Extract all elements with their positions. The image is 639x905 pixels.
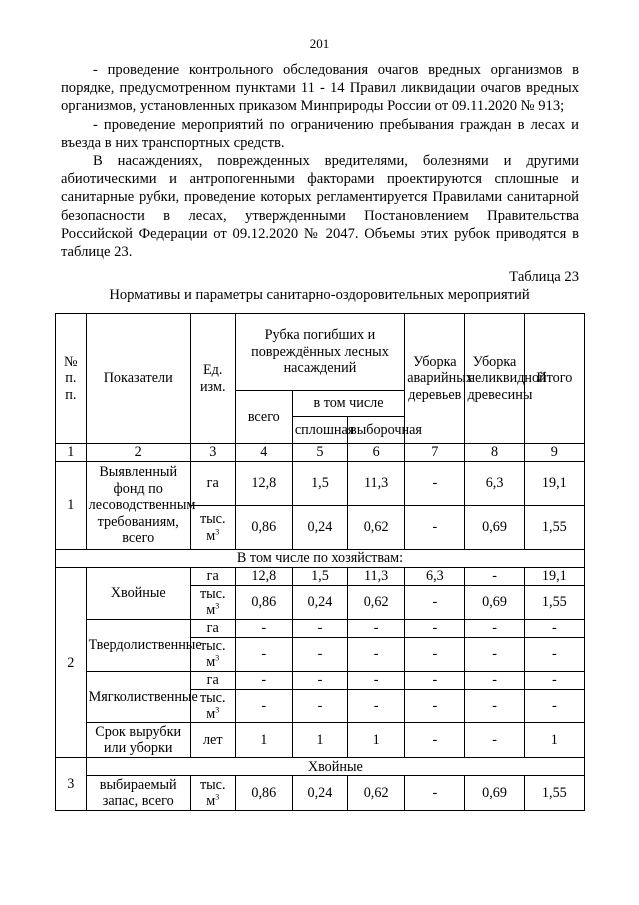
- header-emergency: Уборка аварийных деревьев: [405, 314, 465, 444]
- table-caption: Таблица 23: [509, 269, 579, 285]
- column-number: 6: [348, 444, 405, 462]
- value-cell: 12,8: [235, 568, 292, 586]
- unit-cell: тыс. $м^3$: [190, 637, 235, 671]
- value-cell: -: [524, 619, 584, 637]
- value-cell: -: [292, 671, 347, 689]
- value-cell: -: [405, 776, 465, 811]
- header-including: в том числе: [292, 391, 404, 417]
- column-number: 8: [465, 444, 524, 462]
- value-cell: -: [405, 723, 465, 758]
- value-cell: -: [348, 671, 405, 689]
- value-cell: -: [235, 619, 292, 637]
- value-cell: -: [235, 689, 292, 723]
- sanitary-measures-table: [55, 313, 585, 811]
- row-number: 2: [56, 568, 87, 758]
- header-illiquid: Уборка неликвидной древесины: [465, 314, 524, 444]
- row-label: выбираемый запас, всего: [86, 776, 190, 811]
- column-numbers-row: [56, 444, 585, 462]
- column-number: 1: [56, 444, 87, 462]
- page-number: 201: [309, 36, 330, 51]
- section-label: Хвойные: [86, 758, 584, 776]
- value-cell: 6,3: [465, 462, 524, 506]
- value-cell: 1: [292, 723, 347, 758]
- row-label: Твердолиственные: [86, 619, 190, 671]
- value-cell: -: [465, 637, 524, 671]
- value-cell: 0,62: [348, 506, 405, 550]
- body-text: [61, 61, 579, 261]
- row-label: Выявленный фонд по лесоводственным требованиям, всего: [86, 462, 190, 550]
- header-felling: Рубка погибших и повреждённых лесных насаждений: [235, 314, 405, 391]
- unit-cell: га: [190, 619, 235, 637]
- row-label: Срок вырубки или уборки: [86, 723, 190, 758]
- value-cell: -: [292, 689, 347, 723]
- table-row: [56, 723, 585, 758]
- paragraph-fellings: В насаждениях, поврежденных вредителями, болезнями и другими абиотическими и антропогенными факторами проектируются сплошные и санитарные рубки, проведение которых регламентируется Правилами санитарной безопасности в лесах, утвержденными Постановлением Правительства Российской Федерации от 09.12.2020 № 2047. Объемы этих рубок приводятся в таблице 23.: [61, 153, 579, 261]
- value-cell: 0,62: [348, 776, 405, 811]
- value-cell: -: [405, 506, 465, 550]
- header-indicators: Показатели: [86, 314, 190, 444]
- unit-cell: га: [190, 462, 235, 506]
- header-clear: сплошная: [292, 417, 347, 444]
- value-cell: -: [292, 637, 347, 671]
- value-cell: -: [405, 689, 465, 723]
- value-cell: 0,86: [235, 506, 292, 550]
- value-cell: 19,1: [524, 568, 584, 586]
- unit-cell: лет: [190, 723, 235, 758]
- paragraph-restriction: - проведение мероприятий по ограничению пребывания граждан в лесах и въезда в них транспортных средств.: [61, 116, 579, 151]
- value-cell: 0,69: [465, 586, 524, 620]
- row-number: 1: [56, 462, 87, 550]
- value-cell: 1,55: [524, 586, 584, 620]
- header-selective: выборочная: [348, 417, 405, 444]
- value-cell: 19,1: [524, 462, 584, 506]
- value-cell: 1: [524, 723, 584, 758]
- table-row: [56, 758, 585, 776]
- column-number: 7: [405, 444, 465, 462]
- unit-cell: тыс. $м^3$: [190, 586, 235, 620]
- table-title: Нормативы и параметры санитарно-оздоровительных мероприятий: [109, 287, 530, 303]
- value-cell: -: [292, 619, 347, 637]
- section-label: В том числе по хозяйствам:: [56, 550, 585, 568]
- header-total: Итого: [524, 314, 584, 444]
- value-cell: 1,55: [524, 506, 584, 550]
- value-cell: 1,5: [292, 568, 347, 586]
- value-cell: -: [465, 723, 524, 758]
- value-cell: -: [465, 568, 524, 586]
- value-cell: -: [465, 619, 524, 637]
- value-cell: -: [465, 671, 524, 689]
- value-cell: 0,24: [292, 586, 347, 620]
- header-unit: Ед. изм.: [190, 314, 235, 444]
- value-cell: 1,55: [524, 776, 584, 811]
- value-cell: 1,5: [292, 462, 347, 506]
- value-cell: -: [524, 671, 584, 689]
- value-cell: 6,3: [405, 568, 465, 586]
- column-number: 3: [190, 444, 235, 462]
- value-cell: -: [524, 689, 584, 723]
- unit-cell: тыс. $м^3$: [190, 776, 235, 811]
- column-number: 4: [235, 444, 292, 462]
- value-cell: -: [235, 637, 292, 671]
- value-cell: 0,24: [292, 506, 347, 550]
- value-cell: 0,24: [292, 776, 347, 811]
- row-label: Хвойные: [86, 568, 190, 620]
- value-cell: 0,86: [235, 776, 292, 811]
- value-cell: -: [465, 689, 524, 723]
- table-row: [56, 619, 585, 637]
- unit-cell: тыс. $м^3$: [190, 506, 235, 550]
- header-row: [56, 314, 585, 391]
- value-cell: 1: [348, 723, 405, 758]
- column-number: 2: [86, 444, 190, 462]
- column-number: 5: [292, 444, 347, 462]
- table-row: [56, 462, 585, 506]
- unit-cell: тыс. $м^3$: [190, 689, 235, 723]
- unit-cell: га: [190, 671, 235, 689]
- table-row: [56, 568, 585, 586]
- value-cell: 1: [235, 723, 292, 758]
- value-cell: -: [405, 619, 465, 637]
- value-cell: -: [235, 671, 292, 689]
- value-cell: 0,69: [465, 776, 524, 811]
- value-cell: 11,3: [348, 568, 405, 586]
- value-cell: -: [348, 689, 405, 723]
- value-cell: 11,3: [348, 462, 405, 506]
- header-num: № п. п.: [56, 314, 87, 444]
- value-cell: 0,86: [235, 586, 292, 620]
- value-cell: -: [405, 637, 465, 671]
- value-cell: -: [405, 462, 465, 506]
- table-row: [56, 671, 585, 689]
- value-cell: -: [405, 586, 465, 620]
- section-row: [56, 550, 585, 568]
- value-cell: -: [524, 637, 584, 671]
- table-row: [56, 776, 585, 811]
- value-cell: -: [348, 619, 405, 637]
- value-cell: 0,62: [348, 586, 405, 620]
- value-cell: -: [405, 671, 465, 689]
- value-cell: 0,69: [465, 506, 524, 550]
- value-cell: 12,8: [235, 462, 292, 506]
- header-total-all: всего: [235, 391, 292, 444]
- paragraph-inspection: - проведение контрольного обследования очагов вредных организмов в порядке, предусмотренном пунктами 11 - 14 Правил ликвидации очагов вредных организмов, установленных приказом Минприроды России от 09.11.2020 № 913;: [61, 62, 579, 115]
- unit-cell: га: [190, 568, 235, 586]
- value-cell: -: [348, 637, 405, 671]
- row-label: Мягколиственные: [86, 671, 190, 723]
- row-number: 3: [56, 758, 87, 811]
- column-number: 9: [524, 444, 584, 462]
